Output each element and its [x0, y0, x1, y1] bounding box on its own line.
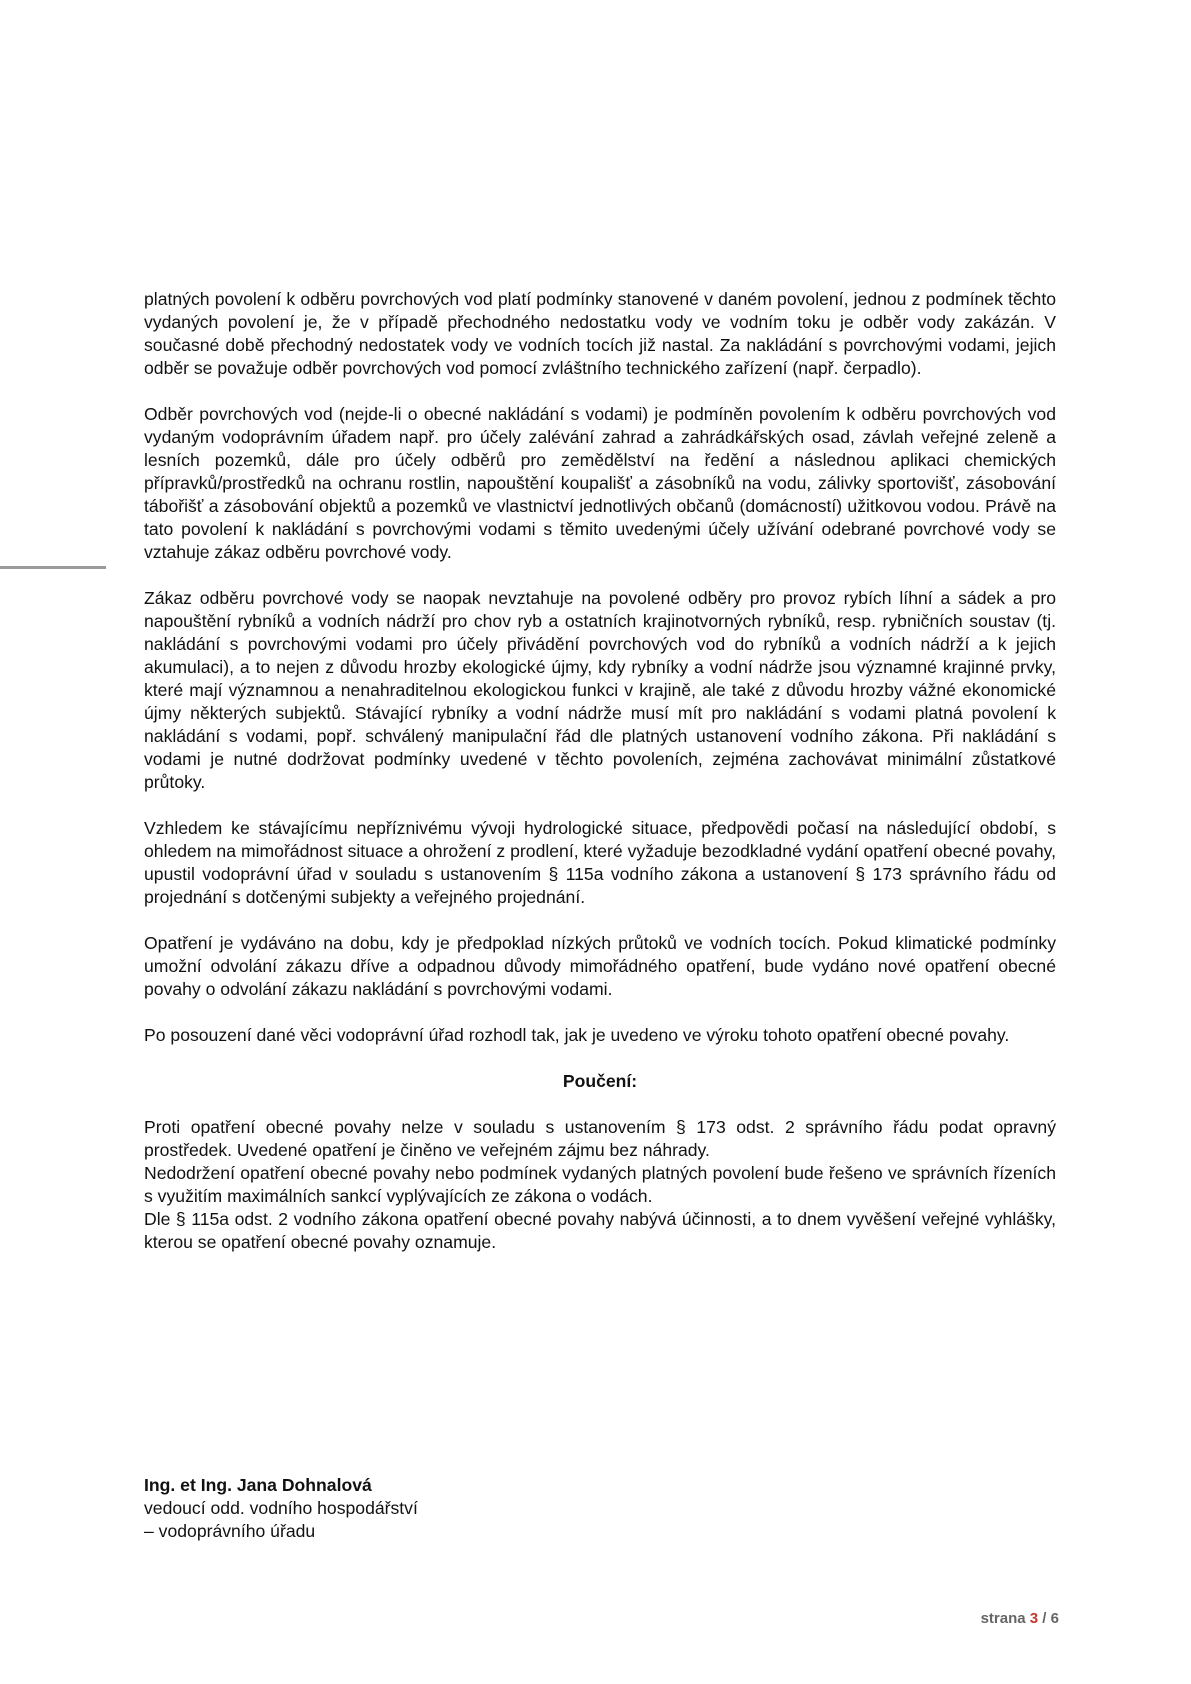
instruction-line-2: Nedodržení opatření obecné povahy nebo podmínek vydaných platných povolení bude řešeno ve správních řízeních s využitím maximálních sankcí vyplývajících ze zákona o vodách. [144, 1163, 1056, 1206]
signatory-role-line-1: vedoucí odd. vodního hospodářství [144, 1498, 418, 1518]
instruction-line-1: Proti opatření obecné povahy nelze v souladu s ustanovením § 173 odst. 2 správního řádu podat opravný prostředek. Uvedené opatření je činěno ve veřejném zájmu bez náhrady. [144, 1117, 1056, 1160]
page-separator: / [1038, 1610, 1051, 1627]
instruction-line-3: Dle § 115a odst. 2 vodního zákona opatření obecné povahy nabývá účinnosti, a to dnem vyvěšení veřejné vyhlášky, kterou se opatření obecné povahy oznamuje. [144, 1209, 1056, 1252]
signatory-name: Ing. et Ing. Jana Dohnalová [144, 1475, 372, 1495]
page-label: strana [980, 1610, 1026, 1627]
paragraph-2: Odběr povrchových vod (nejde-li o obecné nakládání s vodami) je podmíněn povolením k odběru povrchových vod vydaným vodoprávním úřadem např. pro účely zalévání zahrad a zahrádkářských osad, závlah veřejné zeleně a lesních pozemků, dále pro účely odběrů pro zemědělství na ředění a následnou aplikaci chemických přípravků/prostředků na ochranu rostlin, napouštění koupališť a zásobníků na vodu, zálivky sportovišť, zásobování tábořišť a zásobování objektů a pozemků ve vlastnictví jednotlivých občanů (domácností) užitkovou vodou. Právě na tato povolení k nakládání s povrchovými vodami s těmito uvedenými účely užívání odebrané povrchové vody se vztahuje zákaz odběru povrchové vody. [144, 404, 1056, 562]
page-number [981, 1610, 1059, 1627]
paragraph-3: Zákaz odběru povrchové vody se naopak nevztahuje na povolené odběry pro provoz rybích líhní a sádek a pro napouštění rybníků a vodních nádrží pro chov ryb a ostatních krajinotvorných rybníků, resp. rybničních soustav (tj. nakládání s povrchovými vodami pro účely přivádění povrchových vod do rybníků a vodních nádrží a k jejich akumulaci), a to nejen z důvodu hrozby ekologické újmy, kdy rybníky a vodní nádrže jsou významné krajinné prvky, které mají významnou a nenahraditelnou ekologickou funkci v krajině, ale také z důvodu hrozby vážné ekonomické újmy některých subjektů. Stávající rybníky a vodní nádrže musí mít pro nakládání s vodami platná povolení k nakládání s vodami, popř. schválený manipulační řád dle platných ustanovení vodního zákona. Při nakládání s vodami je nutné dodržovat podmínky uvedené v těchto povoleních, zejména zachovávat minimální zůstatkové průtoky. [144, 588, 1056, 792]
total-pages: 6 [1050, 1610, 1059, 1627]
document-body [144, 288, 1056, 1254]
paragraph-6: Po posouzení dané věci vodoprávní úřad rozhodl tak, jak je uvedeno ve výroku tohoto opatření obecné povahy. [144, 1025, 1010, 1045]
paragraph-5: Opatření je vydáváno na dobu, kdy je předpoklad nízkých průtoků ve vodních tocích. Pokud klimatické podmínky umožní odvolání zákazu dříve a odpadnou důvody mimořádného opatření, bude vydáno nové opatření obecné povahy o odvolání zákazu nakládání s povrchovými vodami. [144, 933, 1056, 999]
paragraph-1: platných povolení k odběru povrchových vod platí podmínky stanovené v daném povolení, jednou z podmínek těchto vydaných povolení je, že v případě přechodného nedostatku vody ve vodním toku je odběr vody zakázán. V současné době přechodný nedostatek vody ve vodních tocích již nastal. Za nakládání s povrchovými vodami, jejich odběr se považuje odběr povrchových vod pomocí zvláštního technického zařízení (např. čerpadlo). [144, 289, 1056, 378]
margin-marker [0, 566, 106, 569]
instruction-section [144, 1116, 1056, 1254]
paragraph-4: Vzhledem ke stávajícímu nepříznivému vývoji hydrologické situace, předpovědi počasí na následující období, s ohledem na mimořádnost situace a ohrožení z prodlení, které vyžaduje bezodkladné vydání opatření obecné povahy, upustil vodoprávní úřad v souladu s ustanovením § 115a vodního zákona a ustanovení § 173 správního řádu od projednání s dotčenými subjekty a veřejného projednání. [144, 818, 1056, 907]
current-page: 3 [1029, 1610, 1039, 1627]
signature-block [144, 1474, 418, 1543]
signatory-role-line-2: – vodoprávního úřadu [144, 1521, 316, 1541]
instruction-heading: Poučení: [562, 1071, 638, 1091]
